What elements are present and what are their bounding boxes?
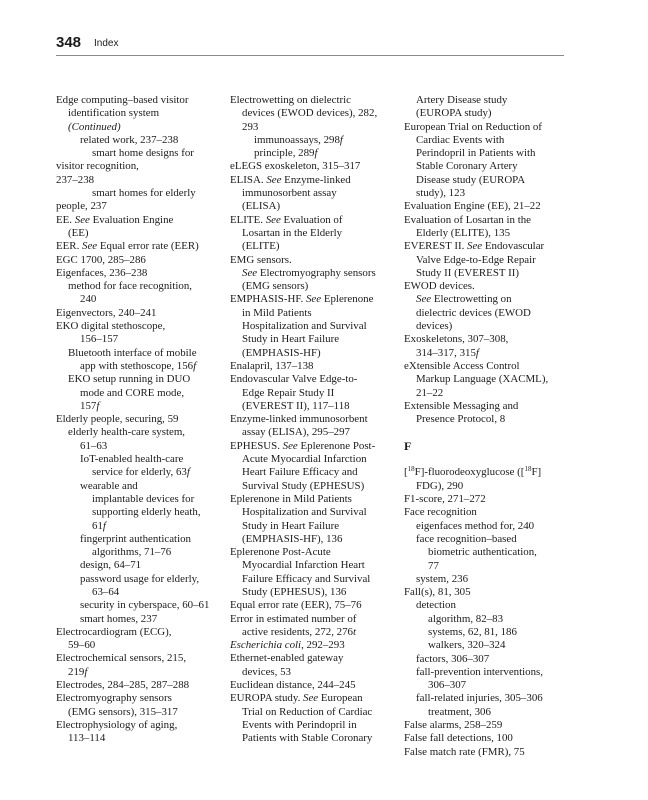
index-entry-line: 156–157 — [80, 333, 119, 346]
index-entry-line: Patients with Stable Coronary — [242, 732, 373, 745]
index-entry-line: Survival Study (EPHESUS) — [242, 479, 365, 492]
index-entry-line: smart home designs for — [92, 147, 194, 160]
index-entry-line: Euclidean distance, 244–245 — [230, 679, 356, 692]
running-head: Index — [94, 38, 119, 49]
index-entry-line: fall-related injuries, 305–306 — [416, 692, 543, 705]
index-entry-line: app with stethoscope, 156f — [80, 359, 197, 372]
index-entry-line: Elderly people, securing, 59 — [56, 413, 179, 426]
index-entry-line: [$^{18}$F]-fluorodeoxyglucose ([$^{18}$F] — [404, 465, 542, 479]
index-entry-line: password usage for elderly, — [80, 572, 200, 585]
index-entry-line: Myocardial Infarction Heart — [242, 559, 365, 572]
index-entry-line: Evaluation of Losartan in the — [404, 213, 532, 226]
index-entry-line: Error in estimated number of — [230, 612, 357, 625]
index-entry-line: EPHESUS. See Eplerenone Post- — [230, 439, 376, 452]
index-entry-line: smart homes, 237 — [80, 612, 158, 625]
header-rule — [56, 55, 564, 56]
index-entry-line: 293 — [242, 120, 259, 133]
index-entry-line: 314–317, 315f — [416, 346, 479, 359]
index-entry-line: 21–22 — [416, 386, 444, 399]
index-entry-line: EVEREST II. See Endovascular — [404, 240, 545, 253]
index-entry-line: wearable and — [80, 479, 138, 492]
index-entry-line: 157f — [80, 399, 100, 412]
index-entry-line: supporting elderly heath, — [92, 506, 201, 519]
index-entry-line: 237–238 — [56, 173, 95, 186]
index-entry-line: EE. See Evaluation Engine — [56, 213, 174, 226]
index-entry-line: Escherichia coli, 292–293 — [230, 639, 345, 652]
index-entry-line: related work, 237–238 — [80, 133, 179, 146]
index-entry-line: 59–60 — [68, 639, 96, 652]
index-entry-line: assay (ELISA), 295–297 — [242, 426, 350, 439]
index-entry-line: (EVEREST II), 117–118 — [242, 399, 350, 412]
index-entry-line: 240 — [80, 293, 97, 306]
index-entry-line: Equal error rate (EER), 75–76 — [230, 599, 362, 612]
index-entry-line: (ELISA) — [242, 200, 281, 213]
index-entry-line: ELITE. See Evaluation of — [230, 213, 343, 226]
index-entry-line: Disease study (EUROPA — [416, 173, 526, 186]
index-entry-line: Elderly (ELITE), 135 — [416, 226, 511, 239]
index-entry-line: 77 — [428, 559, 439, 572]
index-entry-line: design, 64–71 — [80, 559, 142, 572]
index-entry-line: (EMG sensors), 315–317 — [68, 705, 178, 718]
index-entry-line: devices) — [416, 320, 453, 333]
index-entry-line: Electrophysiology of aging, — [56, 718, 178, 731]
index-entry-line: Markup Language (XACML), — [416, 373, 549, 386]
index-entry-line: devices (EWOD devices), 282, — [242, 107, 378, 120]
index-entry-line: eXtensible Access Control — [404, 359, 520, 372]
index-entry-line: eLEGS exoskeleton, 315–317 — [230, 160, 361, 173]
index-entry-line: Endovascular Valve Edge-to- — [230, 373, 358, 386]
index-entry-line: Study II (EVEREST II) — [416, 266, 519, 279]
index-entry-line: Heart Failure Efficacy and — [242, 466, 358, 479]
index-entry-line: See Electrowetting on — [416, 293, 512, 306]
index-entry-line: Stable Coronary Artery — [416, 160, 518, 173]
index-entry-line: systems, 62, 81, 186 — [428, 625, 517, 638]
index-entry-line: Artery Disease study — [416, 94, 508, 106]
index-entry-line: (EMG sensors) — [242, 280, 309, 293]
index-entry-line: study), 123 — [416, 187, 466, 200]
index-entry-line: dielectric devices (EWOD — [416, 306, 531, 319]
index-entry-line: Enzyme-linked immunosorbent — [230, 413, 368, 426]
index-entry-line: devices, 53 — [242, 665, 291, 678]
index-entry-line: system, 236 — [416, 572, 469, 585]
index-entry-line: Acute Myocardial Infarction — [242, 453, 367, 466]
index-entry-line: fall-prevention interventions, — [416, 665, 544, 678]
section-gap — [404, 426, 572, 439]
section-gap — [404, 453, 572, 466]
index-entry-line: (EMPHASIS-HF), 136 — [242, 532, 343, 545]
index-entry-line: False fall detections, 100 — [404, 732, 513, 745]
index-entry-line: (EE) — [68, 226, 89, 239]
index-entry-line: Evaluation Engine (EE), 21–22 — [404, 200, 541, 213]
index-entry-line: F1-score, 271–272 — [404, 493, 486, 506]
index-entry-line: EUROPA study. See European — [230, 692, 363, 705]
index-entry-line: principle, 289f — [254, 147, 318, 160]
index-entry-line: EWOD devices. — [404, 280, 475, 293]
index-entry-line: biometric authentication, — [428, 546, 537, 559]
index-entry-line: 306–307 — [428, 679, 467, 692]
index-entry-line: Presence Protocol, 8 — [416, 413, 506, 426]
index-entry-line: EMPHASIS-HF. See Eplerenone — [230, 293, 374, 306]
index-entry-line: Electrochemical sensors, 215, — [56, 652, 187, 665]
index-entry-line: active residents, 272, 276t — [242, 625, 357, 638]
index-entry-line: smart homes for elderly — [92, 187, 196, 200]
index-entry-line: people, 237 — [56, 200, 107, 213]
index-entry-line: Events with Perindopril in — [242, 718, 357, 731]
index-entry-line: factors, 306–307 — [416, 652, 490, 665]
page-number: 348 — [56, 34, 82, 51]
index-entry-line: IoT-enabled health-care — [80, 453, 184, 466]
index-entry-line: Perindopril in Patients with — [416, 147, 536, 160]
index-entry-line: Bluetooth interface of mobile — [68, 346, 197, 359]
index-entry-line: security in cyberspace, 60–61 — [80, 599, 210, 612]
index-entry-line: Eplerenone in Mild Patients — [230, 492, 352, 505]
index-entry-line: EER. See Equal error rate (EER) — [56, 240, 199, 253]
index-entry-line: (ELITE) — [242, 240, 280, 253]
index-entry-line: Eigenvectors, 240–241 — [56, 306, 157, 319]
index-entry-line: European Trial on Reduction of — [404, 120, 542, 133]
index-entry-line: 61–63 — [80, 439, 108, 452]
index-entry-line: 219f — [68, 665, 88, 678]
index-column-3 — [404, 94, 572, 759]
index-entry-line: Trial on Reduction of Cardiac — [242, 705, 373, 718]
index-entry-line: 63–64 — [92, 585, 120, 598]
index-entry-line: detection — [416, 599, 456, 612]
index-entry-line: Electrodes, 284–285, 287–288 — [56, 679, 190, 692]
index-entry-line: service for elderly, 63f — [92, 466, 190, 479]
index-entry-line: Eigenfaces, 236–238 — [56, 266, 148, 279]
index-entry-line: Failure Efficacy and Survival — [242, 572, 371, 585]
index-entry-line: Exoskeletons, 307–308, — [404, 333, 509, 346]
index-entry-line: Extensible Messaging and — [404, 399, 519, 412]
index-entry-line: Study in Heart Failure — [242, 519, 340, 532]
index-entry-line: immunoassays, 298f — [254, 133, 343, 146]
index-entry-line: visitor recognition, — [56, 160, 139, 173]
index-entry-line: Face recognition — [404, 506, 477, 519]
index-column-2 — [230, 94, 400, 746]
index-entry-line: Losartan in the Elderly — [242, 226, 343, 239]
index-entry-line: method for face recognition, — [68, 280, 192, 293]
index-entry-line: EGC 1700, 285–286 — [56, 253, 146, 266]
index-entry-line: (EMPHASIS-HF) — [242, 346, 321, 359]
index-entry-line: Edge computing–based visitor — [56, 94, 189, 106]
index-entry-line: elderly health-care system, — [68, 426, 186, 439]
index-entry-line: algorithms, 71–76 — [92, 546, 172, 559]
index-entry-line: (Continued) — [68, 120, 121, 133]
index-entry-line: Valve Edge-to-Edge Repair — [416, 253, 536, 266]
index-entry-line: Eplerenone Post-Acute — [230, 546, 331, 559]
index-entry-line: Hospitalization and Survival — [242, 506, 367, 519]
index-entry-line: walkers, 320–324 — [428, 639, 506, 652]
index-entry-line: Study in Heart Failure — [242, 333, 340, 346]
index-entry-line: eigenfaces method for, 240 — [416, 519, 535, 532]
index-entry-line: fingerprint authentication — [80, 532, 191, 545]
section-letter-heading: F — [404, 439, 412, 454]
index-entry-line: algorithm, 82–83 — [428, 612, 504, 625]
index-entry-line: in Mild Patients — [242, 306, 312, 319]
index-entry-line: Hospitalization and Survival — [242, 320, 367, 333]
index-entry-line: 61f — [92, 519, 106, 532]
index-entry-line: Edge Repair Study II — [242, 386, 335, 399]
index-entry-line: Enalapril, 137–138 — [230, 359, 314, 372]
index-entry-line: implantable devices for — [92, 492, 195, 505]
index-entry-line: EKO setup running in DUO — [68, 373, 191, 386]
index-entry-line: mode and CORE mode, — [80, 386, 185, 399]
index-entry-line: EMG sensors. — [230, 253, 292, 266]
index-entry-line: See Electromyography sensors — [242, 266, 376, 279]
page-header — [56, 34, 564, 54]
index-entry-line: 113–114 — [68, 732, 106, 745]
index-entry-line: Cardiac Events with — [416, 133, 505, 146]
index-entry-line: False alarms, 258–259 — [404, 719, 503, 732]
index-entry-line: face recognition–based — [416, 532, 517, 545]
index-entry-line: EKO digital stethoscope, — [56, 320, 166, 333]
index-entry-line: Electromyography sensors — [56, 692, 172, 705]
index-column-1 — [56, 94, 226, 746]
index-entry-line: Fall(s), 81, 305 — [404, 586, 471, 599]
index-entry-line: FDG), 290 — [416, 479, 464, 492]
index-entry-line: identification system — [68, 107, 160, 120]
index-entry-line: Ethernet-enabled gateway — [230, 652, 344, 665]
index-entry-line: immunosorbent assay — [242, 187, 337, 200]
index-entry-line: treatment, 306 — [428, 705, 491, 718]
index-entry-line: False match rate (FMR), 75 — [404, 745, 525, 758]
index-entry-line: Electrowetting on dielectric — [230, 94, 351, 106]
index-entry-line: (EUROPA study) — [416, 107, 492, 120]
index-entry-line: Study (EPHESUS), 136 — [242, 585, 347, 598]
index-entry-line: ELISA. See Enzyme-linked — [230, 173, 351, 186]
index-entry-line: Electrocardiogram (ECG), — [56, 625, 172, 638]
